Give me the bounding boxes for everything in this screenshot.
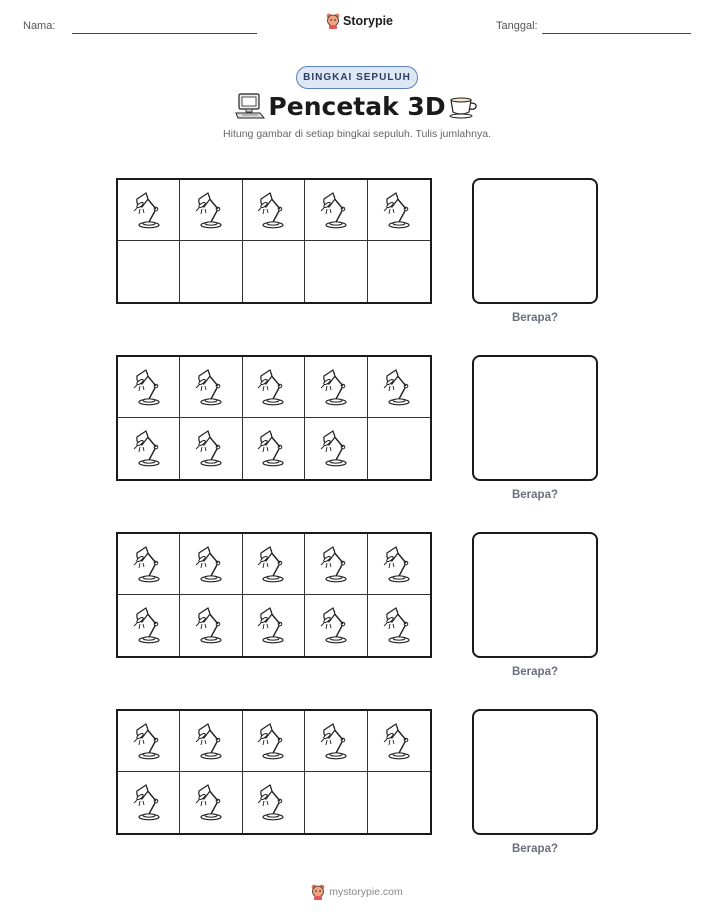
- desk-lamp-icon: [194, 718, 228, 765]
- desk-lamp-icon: [194, 187, 228, 234]
- bear-icon: [326, 13, 340, 29]
- footer: [0, 884, 714, 900]
- frame-cell: [180, 241, 242, 302]
- desk-lamp-icon: [256, 718, 290, 765]
- frame-cell: [368, 418, 430, 479]
- desk-lamp-icon: [132, 187, 166, 234]
- frame-cell: [243, 595, 305, 656]
- frame-cell: [368, 357, 430, 418]
- date-label: Tanggal:: [496, 20, 538, 32]
- frame-cell: [180, 711, 242, 772]
- frame-cell: [305, 711, 367, 772]
- question-label-2: Berapa?: [511, 489, 559, 501]
- desk-lamp-icon: [256, 602, 290, 649]
- frame-cell: [118, 772, 180, 833]
- frame-cell: [180, 180, 242, 241]
- ten-frame-4: [116, 709, 432, 835]
- desk-lamp-icon: [132, 425, 166, 472]
- frame-cell: [118, 241, 180, 302]
- frame-cell: [180, 534, 242, 595]
- desk-lamp-icon: [256, 425, 290, 472]
- desk-lamp-icon: [382, 718, 416, 765]
- brand-logo: [326, 13, 393, 29]
- ten-frame-2: [116, 355, 432, 481]
- page-title: Pencetak 3D: [268, 92, 446, 121]
- desk-lamp-icon: [194, 364, 228, 411]
- question-label-1: Berapa?: [511, 312, 559, 324]
- ten-frame-1: [116, 178, 432, 304]
- frame-cell: [368, 772, 430, 833]
- frame-cell: [118, 711, 180, 772]
- name-line[interactable]: [72, 33, 257, 34]
- frame-cell: [305, 534, 367, 595]
- ten-frame-3: [116, 532, 432, 658]
- desk-lamp-icon: [132, 602, 166, 649]
- frame-cell: [118, 357, 180, 418]
- frame-cell: [305, 418, 367, 479]
- desk-lamp-icon: [194, 602, 228, 649]
- desk-lamp-icon: [194, 779, 228, 826]
- frame-cell: [243, 772, 305, 833]
- topic-badge: BINGKAI SEPULUH: [296, 66, 418, 89]
- frame-cell: [305, 595, 367, 656]
- frame-cell: [368, 711, 430, 772]
- frame-cell: [243, 711, 305, 772]
- instructions: Hitung gambar di setiap bingkai sepuluh. Tulis jumlahnya.: [223, 128, 491, 140]
- date-line[interactable]: [542, 33, 691, 34]
- frame-cell: [180, 357, 242, 418]
- footer-site: mystorypie.com: [329, 886, 403, 898]
- answer-box-4[interactable]: [472, 709, 598, 835]
- desk-lamp-icon: [256, 541, 290, 588]
- question-label-3: Berapa?: [511, 666, 559, 678]
- frame-cell: [243, 418, 305, 479]
- frame-cell: [180, 418, 242, 479]
- frame-cell: [368, 241, 430, 302]
- frame-cell: [305, 357, 367, 418]
- desk-lamp-icon: [132, 541, 166, 588]
- frame-cell: [305, 241, 367, 302]
- desk-lamp-icon: [319, 425, 353, 472]
- desk-lamp-icon: [194, 541, 228, 588]
- frame-cell: [368, 180, 430, 241]
- desk-lamp-icon: [256, 364, 290, 411]
- desk-lamp-icon: [319, 364, 353, 411]
- desk-lamp-icon: [132, 364, 166, 411]
- frame-cell: [180, 595, 242, 656]
- answer-box-2[interactable]: [472, 355, 598, 481]
- frame-cell: [243, 534, 305, 595]
- frame-cell: [118, 418, 180, 479]
- name-label: Nama:: [23, 20, 56, 32]
- question-label-4: Berapa?: [511, 843, 559, 855]
- brand-name: Storypie: [343, 14, 394, 28]
- frame-cell: [368, 595, 430, 656]
- desk-lamp-icon: [382, 541, 416, 588]
- teacup-icon: [448, 95, 480, 119]
- frame-cell: [305, 772, 367, 833]
- desk-lamp-icon: [382, 602, 416, 649]
- desk-lamp-icon: [194, 425, 228, 472]
- frame-cell: [118, 534, 180, 595]
- bear-icon: [311, 884, 325, 900]
- desk-lamp-icon: [319, 541, 353, 588]
- desk-lamp-icon: [132, 718, 166, 765]
- frame-cell: [368, 534, 430, 595]
- desk-lamp-icon: [382, 187, 416, 234]
- answer-box-1[interactable]: [472, 178, 598, 304]
- answer-box-3[interactable]: [472, 532, 598, 658]
- desk-lamp-icon: [256, 779, 290, 826]
- frame-cell: [180, 772, 242, 833]
- desk-lamp-icon: [319, 187, 353, 234]
- frame-cell: [118, 595, 180, 656]
- desk-lamp-icon: [319, 718, 353, 765]
- desk-lamp-icon: [382, 364, 416, 411]
- frame-cell: [243, 241, 305, 302]
- desk-lamp-icon: [132, 779, 166, 826]
- frame-cell: [243, 357, 305, 418]
- frame-cell: [305, 180, 367, 241]
- desk-lamp-icon: [319, 602, 353, 649]
- frame-cell: [243, 180, 305, 241]
- desk-lamp-icon: [256, 187, 290, 234]
- frame-cell: [118, 180, 180, 241]
